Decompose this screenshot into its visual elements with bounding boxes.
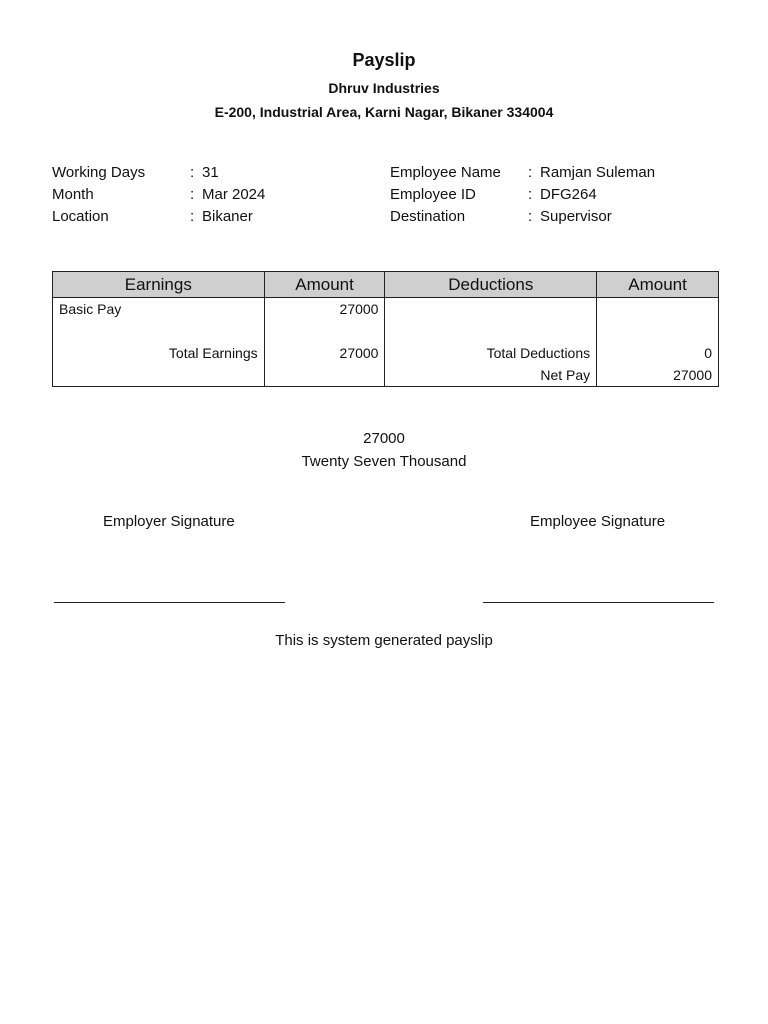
table-row xyxy=(53,342,719,364)
info-separator: : xyxy=(190,208,195,225)
table-header-row xyxy=(53,272,719,298)
info-separator: : xyxy=(190,186,195,203)
net-amount: 27000 xyxy=(363,430,405,447)
info-row-month xyxy=(52,184,372,206)
empty-cell xyxy=(53,320,265,342)
net-pay-label: Net Pay xyxy=(385,364,597,387)
payslip-table xyxy=(52,271,719,387)
info-value: Ramjan Suleman xyxy=(540,164,656,181)
basic-pay-label: Basic Pay xyxy=(53,298,265,321)
info-row-employee-id xyxy=(390,184,720,206)
table-row xyxy=(53,364,719,387)
info-separator: : xyxy=(190,164,195,181)
info-separator: : xyxy=(528,208,533,225)
total-deductions-amount: 0 xyxy=(597,342,719,364)
header-earnings-amount: Amount xyxy=(264,272,385,298)
header-deductions: Deductions xyxy=(385,272,597,298)
empty-cell xyxy=(264,320,385,342)
employee-signature-line xyxy=(483,602,714,603)
total-earnings-amount: 27000 xyxy=(264,342,385,364)
info-row-employee-name xyxy=(390,162,720,184)
info-separator: : xyxy=(528,186,533,203)
footer-note: This is system generated payslip xyxy=(275,632,493,649)
net-amount-words: Twenty Seven Thousand xyxy=(301,453,467,470)
company-address: E-200, Industrial Area, Karni Nagar, Bikaner 334004 xyxy=(214,104,554,120)
info-label: Working Days xyxy=(52,164,146,181)
info-label: Location xyxy=(52,208,109,225)
empty-cell xyxy=(597,298,719,321)
info-row-working-days xyxy=(52,162,372,184)
employee-signature-label: Employee Signature xyxy=(530,513,666,530)
info-right xyxy=(390,162,720,228)
empty-cell xyxy=(264,364,385,387)
net-pay-amount: 27000 xyxy=(597,364,719,387)
empty-cell xyxy=(597,320,719,342)
info-value: Bikaner xyxy=(202,208,253,225)
info-value: 31 xyxy=(202,164,219,181)
table-row xyxy=(53,298,719,321)
company-name: Dhruv Industries xyxy=(328,80,440,96)
total-deductions-label: Total Deductions xyxy=(385,342,597,364)
info-separator: : xyxy=(528,164,533,181)
info-label: Employee ID xyxy=(390,186,476,203)
info-row-destination xyxy=(390,206,720,228)
empty-cell xyxy=(53,364,265,387)
info-label: Destination xyxy=(390,208,466,225)
header-deductions-amount: Amount xyxy=(597,272,719,298)
empty-cell xyxy=(385,320,597,342)
basic-pay-amount: 27000 xyxy=(264,298,385,321)
info-value: Mar 2024 xyxy=(202,186,266,203)
employer-signature-label: Employer Signature xyxy=(103,513,235,530)
empty-cell xyxy=(385,298,597,321)
employer-signature-line xyxy=(54,602,285,603)
total-earnings-label: Total Earnings xyxy=(53,342,265,364)
info-value: Supervisor xyxy=(540,208,612,225)
table-row xyxy=(53,320,719,342)
info-left xyxy=(52,162,372,228)
info-label: Month xyxy=(52,186,94,203)
header-earnings: Earnings xyxy=(53,272,265,298)
page-title: Payslip xyxy=(352,50,416,70)
info-value: DFG264 xyxy=(540,186,597,203)
info-label: Employee Name xyxy=(390,164,501,181)
info-row-location xyxy=(52,206,372,228)
